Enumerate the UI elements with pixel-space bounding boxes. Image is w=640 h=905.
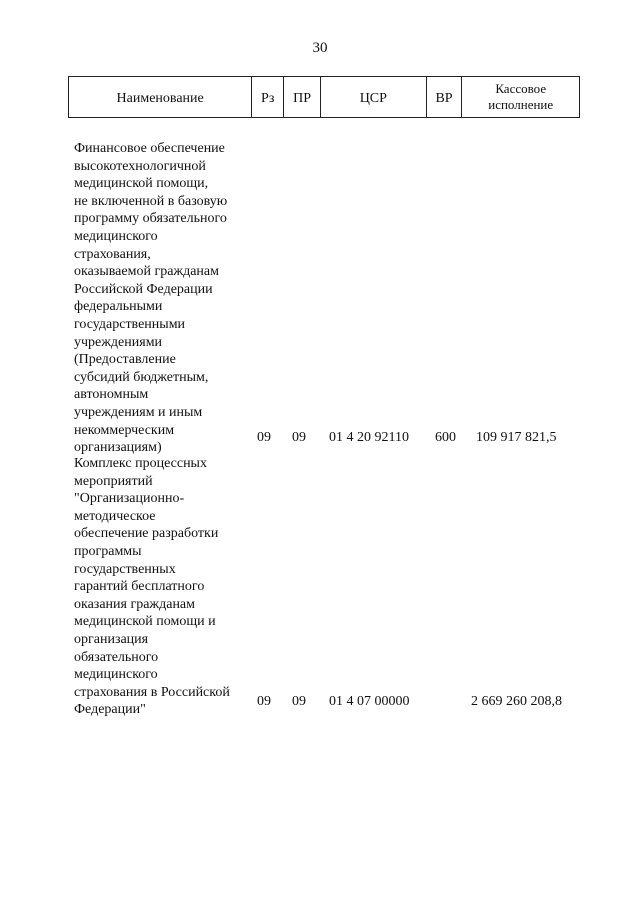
row-pr: 09	[292, 694, 306, 709]
header-kassa-line2: исполнение	[488, 97, 554, 112]
header-name: Наименование	[69, 77, 252, 117]
table-header	[68, 76, 580, 118]
page-number: 30	[312, 40, 328, 56]
row-amount: 109 917 821,5	[476, 430, 557, 445]
row-name: Финансовое обеспечение высокотехнологичной медицинской помощи, не включенной в базовую программу обязательного медицинского страхования, оказываемой гражданам Российской Федерации федеральными государственными учреждениями (Предоставление субсидий бюджетным, автономным учреждениям и иным некоммерческим организациям)	[74, 141, 228, 456]
row-rz: 09	[257, 694, 271, 709]
header-kassa-line1: Кассовое	[495, 81, 547, 96]
row-amount: 2 669 260 208,8	[471, 694, 562, 709]
row-vr: 600	[435, 430, 456, 445]
row-pr: 09	[292, 430, 306, 445]
header-kassovoe-ispolnenie	[462, 77, 579, 117]
header-rz: Рз	[252, 77, 284, 117]
header-vr: ВР	[427, 77, 463, 117]
header-csr: ЦСР	[321, 77, 427, 117]
header-pr: ПР	[284, 77, 321, 117]
row-csr: 01 4 20 92110	[329, 430, 409, 445]
row-csr: 01 4 07 00000	[329, 694, 410, 709]
row-rz: 09	[257, 430, 271, 445]
row-name: Комплекс процессных мероприятий "Организационно- методическое обеспечение разработки программы государственных гарантий бесплатного оказания гражданам медицинской помощи и организация обязательного медицинского страхования в Российской Федерации"	[74, 456, 230, 718]
